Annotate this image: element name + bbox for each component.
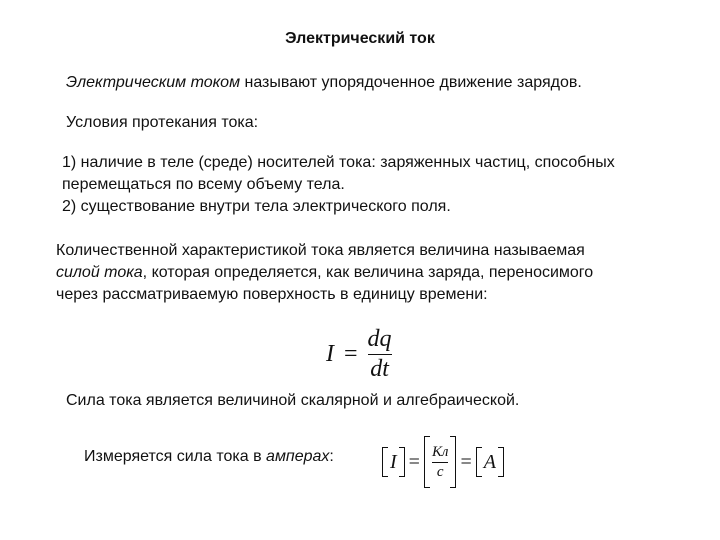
definition-line [66, 72, 582, 94]
formula-equals: = [344, 341, 358, 367]
units-rhs: A [483, 450, 496, 473]
units-equals-2: = [460, 450, 472, 473]
units-equals-1: = [408, 450, 420, 473]
slide-title: Электрический ток [285, 30, 435, 47]
bracket-right-3 [498, 447, 504, 477]
condition-item-1-line-1: 1) наличие в теле (среде) носителей тока: заряженных частиц, способных [62, 154, 615, 171]
conditions-heading: Условия протекания тока: [66, 114, 259, 131]
definition-term: Электрическим током [66, 74, 241, 91]
characteristic-line-1: Количественной характеристикой тока является величина называемая [56, 242, 585, 259]
units-lhs: I [390, 450, 397, 473]
current-strength-term: силой тока [56, 264, 143, 281]
formula-units [382, 436, 504, 488]
definition-text: называют упорядоченное движение зарядов. [240, 74, 582, 91]
characteristic-line-2-text: , которая определяется, как величина заряда, переносимого [142, 264, 594, 281]
measurement-suffix: : [329, 448, 334, 465]
formula-fraction [368, 326, 392, 383]
condition-item-2: 2) существование внутри тела электрического поля. [62, 198, 451, 215]
formula-lhs: I [326, 341, 334, 367]
units-fraction [430, 444, 451, 481]
fraction-bar [368, 354, 392, 355]
formula-current-definition [326, 326, 392, 383]
condition-item-1-line-2: перемещаться по всему объему тела. [62, 176, 345, 193]
formula-denominator: dt [370, 356, 389, 382]
formula-numerator: dq [367, 326, 392, 352]
measurement-unit-term: амперах [266, 448, 330, 465]
units-denominator: с [436, 463, 444, 480]
bracket-right-2 [450, 436, 456, 488]
units-numerator: Кл [431, 443, 449, 460]
measurement-line [84, 446, 334, 468]
characteristic-line-3: через рассматриваемую поверхность в единицу времени: [56, 286, 488, 303]
measurement-prefix: Измеряется сила тока в [84, 448, 267, 465]
characteristic-line-2 [56, 262, 593, 284]
bracket-right-1 [399, 447, 405, 477]
scalar-statement: Сила тока является величиной скалярной и алгебраической. [66, 392, 520, 409]
units-fraction-bar [432, 462, 449, 463]
